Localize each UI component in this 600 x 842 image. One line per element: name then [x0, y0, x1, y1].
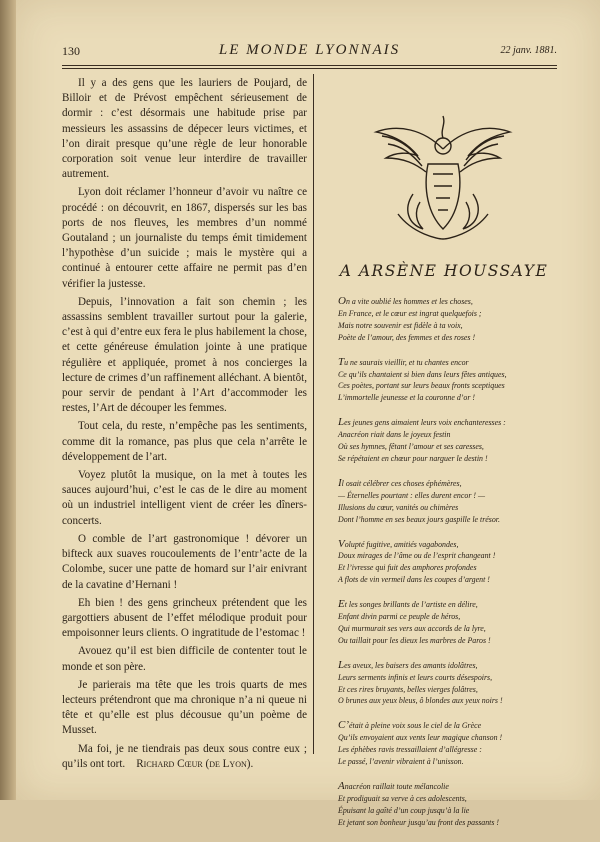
verse-line: Il osait célébrer ces choses éphémères, [338, 476, 462, 489]
verse-line: Tu ne saurais vieillir, et tu chantes encor [338, 355, 469, 368]
page-header [62, 44, 557, 64]
issue-date: 22 janv. 1881. [500, 45, 557, 56]
verse-line: O brunes aux yeux bleus, ô blondes aux yeux noirs ! [338, 696, 503, 706]
verse-line: Qu’ils envoyaient aux vents leur magique chanson ! [338, 733, 503, 743]
verse-line: L’immortelle jeunesse et la couronne d’or ! [338, 393, 476, 403]
verse-line: Ce qu’ils chantaient si bien dans leurs fêtes antiques, [338, 369, 507, 379]
page-number: 130 [62, 44, 80, 58]
stanza [338, 599, 564, 647]
paragraph-closing [62, 742, 307, 772]
verse-line: Poète de l’amour, des femmes et des roses ! [338, 332, 476, 342]
verse-line: Doux mirages de l’âme ou de l’esprit changeant ! [338, 551, 496, 561]
stanza [338, 781, 564, 829]
verse-line: On a vite oublié les hommes et les choses, [338, 295, 473, 307]
verse-line: Et prodiguait sa verve à ces adolescents, [338, 793, 467, 803]
verse-line: Mais notre souvenir est fidèle à ta voix, [338, 320, 463, 330]
paragraph: Avouez qu’il est bien difficile de contenter tout le monde et son père. [62, 645, 307, 673]
paragraph: Lyon doit réclamer l’honneur d’avoir vu naître ce procédé : on découvrit, en 1867, dispersés sur les bas ports de nos fleuves, les membres d’un nommé Goutaland ; un journaliste du temps émit timidement l’hypothèse d’un suicide ; mais le mystère qui a continué à entourer cette affaire ne permit pas d’en vérifier la justesse. [62, 186, 307, 290]
verse-line: En France, et le cœur est ingrat quelquefois ; [338, 308, 482, 318]
stanza [338, 539, 564, 587]
verse-line: Et ces rires bruyants, belles vierges folâtres, [338, 684, 478, 694]
stanza [338, 660, 564, 708]
chronicle-column [62, 76, 307, 775]
verse-line: Qui murmurait ses vers aux accords de la lyre, [338, 623, 486, 633]
paragraph: O comble de l’art gastronomique ! dévorer un bifteck aux suaves roucoulements de l’entr’acte de la Colombe, sucer une patte de homard sur l’air enivrant de la cavatine d’Hernani ! [62, 532, 307, 591]
header-rule-lower [62, 68, 557, 69]
book-spine [0, 0, 16, 800]
verse-line: Se répétaient en chœur pour narguer le destin ! [338, 453, 488, 463]
stanza [338, 720, 564, 768]
stanza [338, 417, 564, 465]
stanza [338, 478, 564, 526]
winged-monogram-ornament-icon [368, 94, 518, 244]
poem-title: A ARSÈNE HOUSSAYE [339, 262, 549, 280]
paragraph: Tout cela, du reste, n’empêche pas les sentiments, comme dit la romance, pas plus que cela n’arrête le développement de l’art. [62, 420, 307, 463]
verse-line: C’était à pleine voix sous le ciel de la Grèce [338, 719, 482, 732]
stanza [338, 296, 564, 344]
paragraph: Depuis, l’innovation a fait son chemin ; les assassins semblent travailler surtout pour la galerie, c’est à qui d’entre eux fera le plus habilement la chose, et cette généreuse émulation jointe à une pratique régulière et appliquée, promet à nos concierges la lecture de crimes d’un raffinement alléchant. A bientôt, pour servir de pendant à l’Art d’accommoder les restes, l’Art de découper les femmes. [62, 295, 307, 415]
verse-line: Et l’ivresse qui fuit des amphores profondes [338, 563, 477, 573]
verse-line: Et jetant son bonheur jusqu’au front des passants ! [338, 817, 500, 827]
verse-line: Dont l’homme en ses beaux jours gaspille le trésor. [338, 514, 500, 524]
stanza [338, 357, 564, 405]
verse-line: Anacréon raillait toute mélancolie [338, 780, 449, 792]
verse-line: Les aveux, les baisers des amants idolâtres, [338, 658, 478, 671]
verse-line: Anacréon riait dans le joyeux festin [338, 430, 451, 440]
column-divider [313, 74, 314, 754]
paragraph: Il y a des gens que les lauriers de Poujard, de Billoir et de Prévost empêchent sérieusement de dormir : c’est désormais une habitude prise par messieurs les assassins de dépecer leurs victimes, et l’on dirait presque qu’une règle de leur honorable corporation soit venue leur interdire de travailler autrement. [62, 77, 307, 181]
verse-line: Les éphèbes ravis tressaillaient d’allégresse : [338, 745, 482, 755]
signature: Richard Cœur (de Lyon). [136, 757, 254, 770]
verse-line: Où ses hymnes, fêtant l’amour et ses caresses, [338, 442, 484, 452]
verse-line: Et les songes brillants de l’artiste en délire, [338, 598, 478, 611]
verse-line: A flots de vin vermeil dans les coupes d’argent ! [338, 575, 490, 585]
verse-line: Enfant divin parmi ce peuple de héros, [338, 612, 461, 622]
verse-line: — Éternelles pourtant : elles durent encor ! — [338, 490, 485, 500]
closing-text: Ma foi, je ne tiendrais pas deux sous contre eux ; qu’ils ont tort. [62, 742, 307, 770]
verse-line: Ces poètes, portant sur leurs beaux fronts sceptiques [338, 381, 505, 391]
poem-stanzas [338, 296, 564, 842]
verse-line: Leurs serments infinis et leurs courts désespoirs, [338, 672, 493, 682]
paragraph: Je parierais ma tête que les trois quarts de mes lecteurs prétendront que ma chronique n’a ni queue ni tête et qu’elle est plus décousue qu’un poème de Musset. [62, 678, 307, 737]
verse-line: Illusions du cœur, vanités ou chimères [338, 502, 459, 512]
verse-line: Les jeunes gens aimaient leurs voix enchanteresses : [338, 416, 506, 429]
paragraph: Voyez plutôt la musique, on la met à toutes les sauces aujourd’hui, c’est le cas de le dire au moment où un industriel intelligent vient de créer les dîners-concerts. [62, 469, 307, 527]
verse-line: Épuisant la gaîté d’un coup jusqu’à la lie [338, 805, 470, 815]
masthead-title: LE MONDE LYONNAIS [218, 42, 401, 58]
paragraph: Eh bien ! des gens grincheux prétendent que les gargottiers abusent de l’effet mélodique produit pour empoisonner leurs clients. O ingratitude de l’estomac ! [62, 596, 307, 640]
verse-line: Volupté fugitive, amitiés vagabondes, [338, 537, 459, 550]
verse-line: Ou taillait pour les dieux les marbres de Paros ! [338, 635, 491, 645]
header-rule [62, 65, 557, 66]
verse-line: Le passé, l’avenir vibraient à l’unisson. [338, 757, 464, 767]
